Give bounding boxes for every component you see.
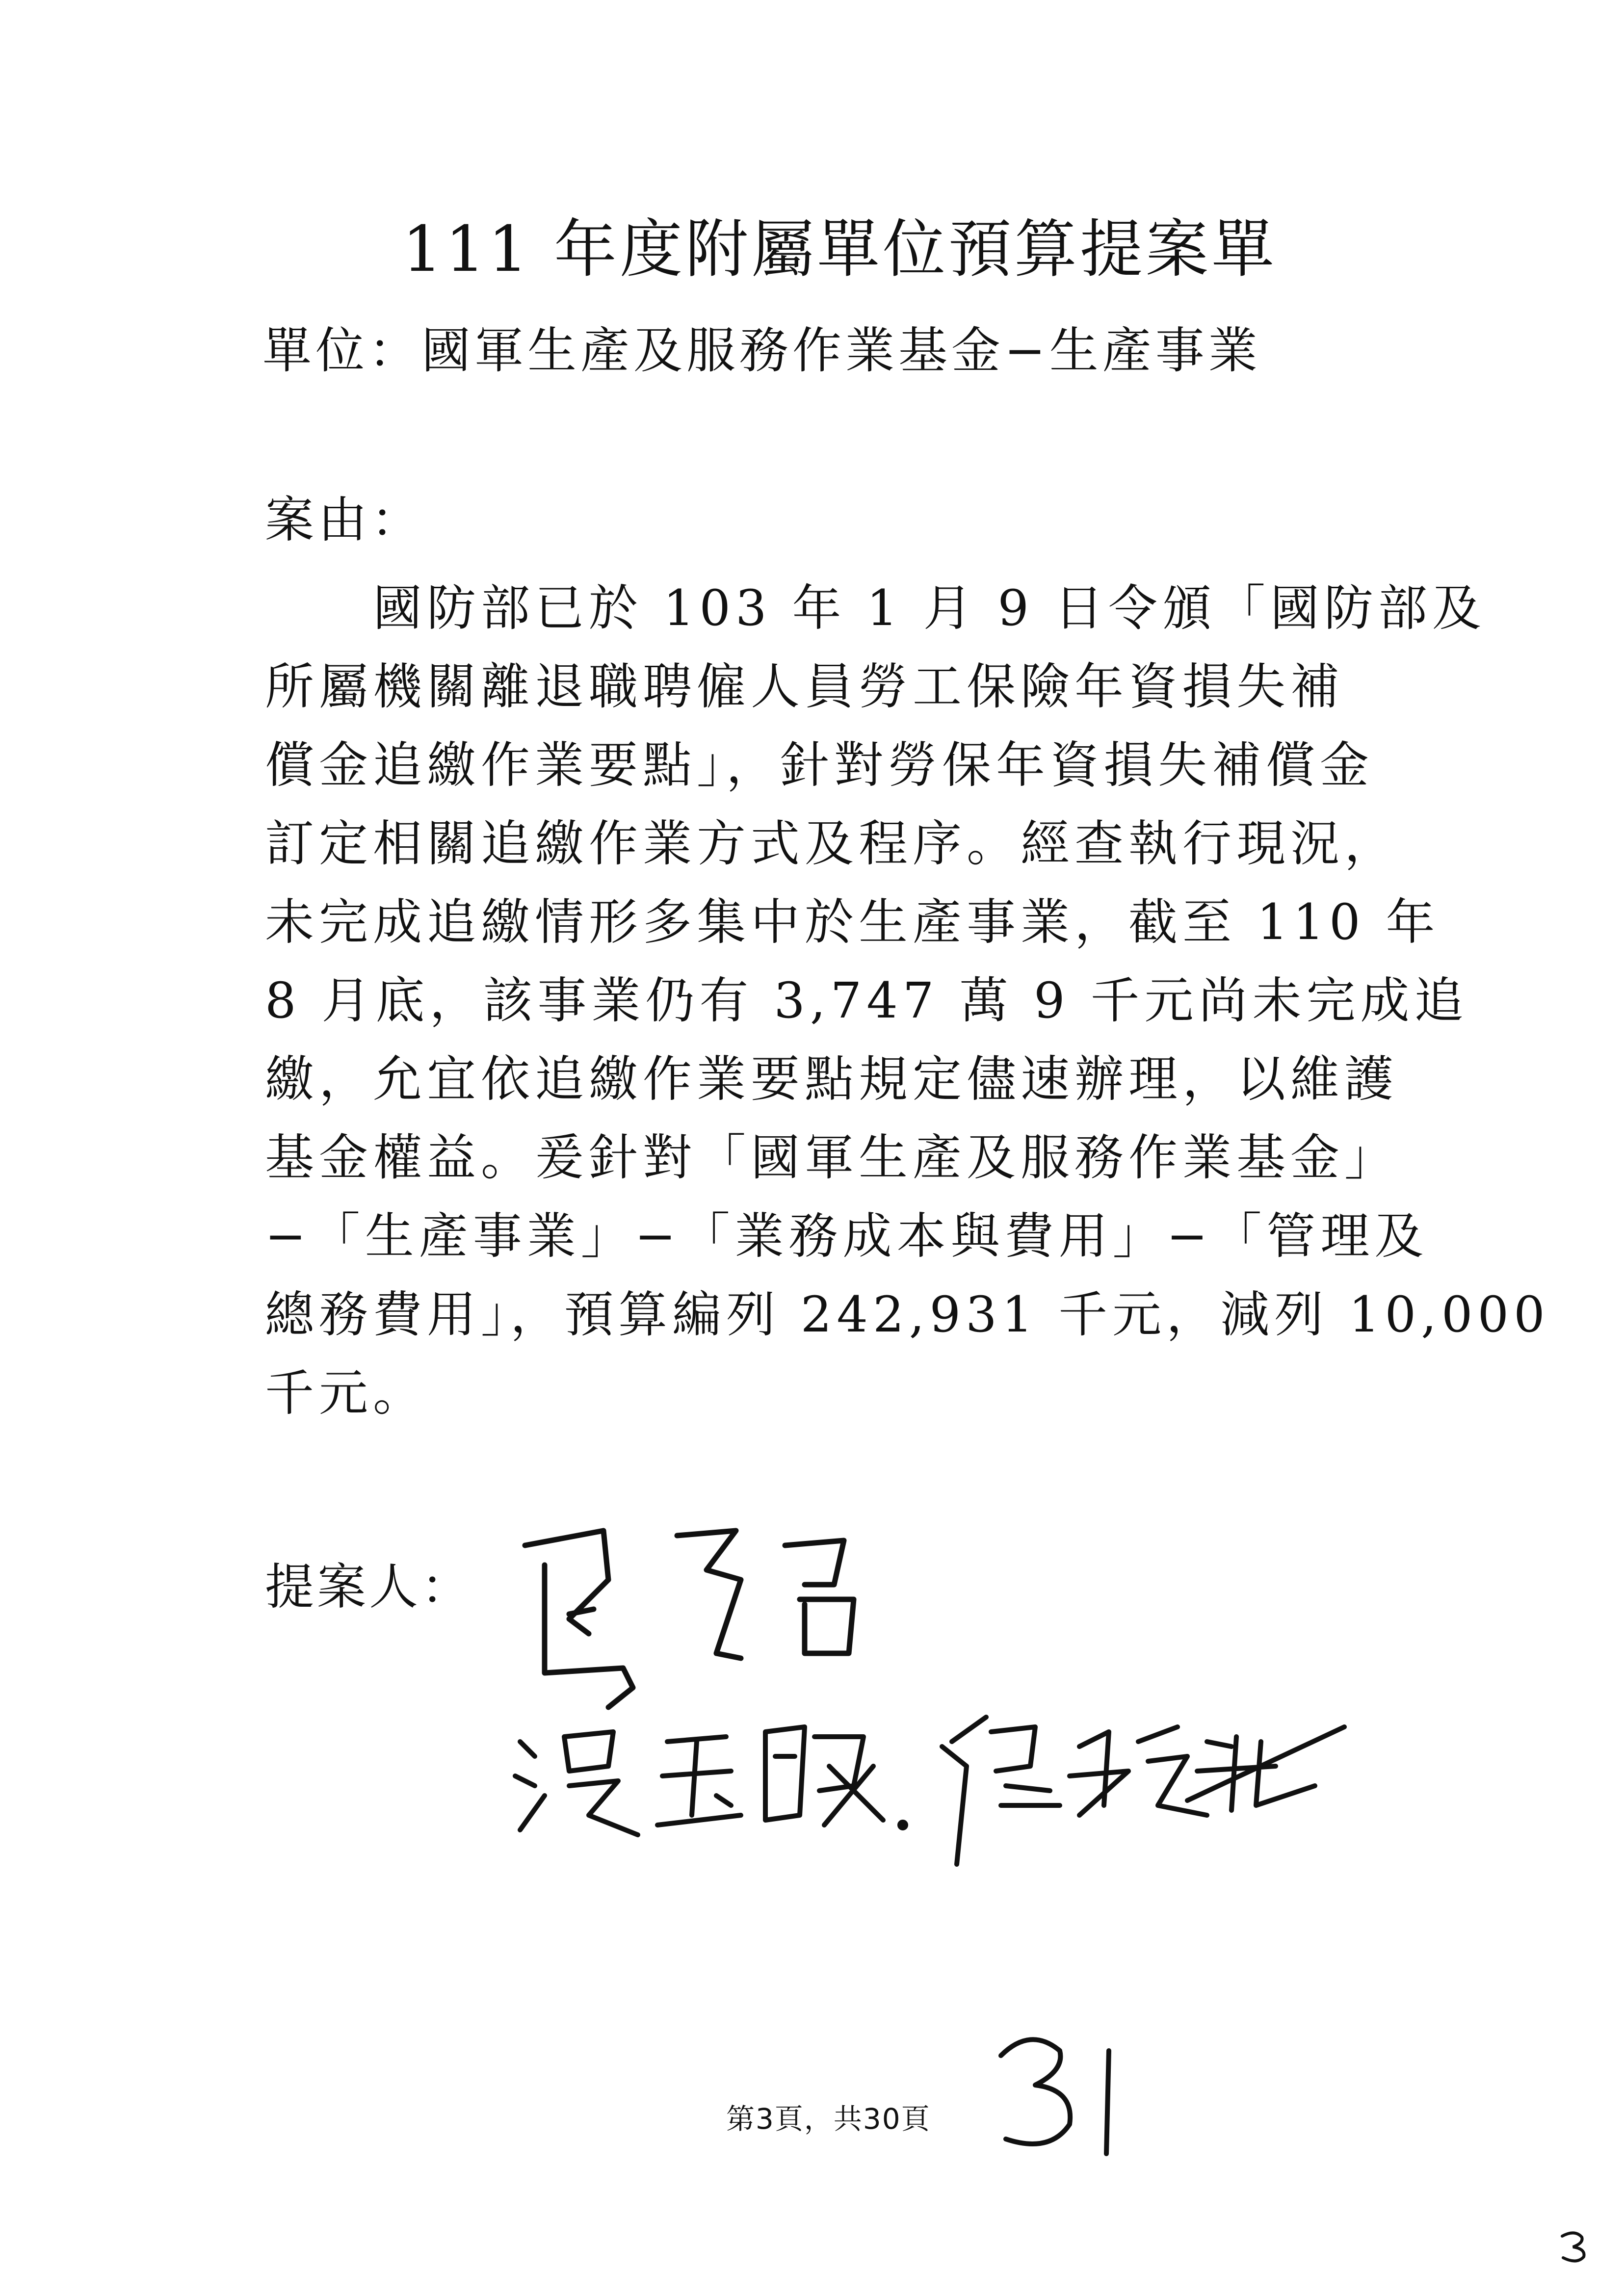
reason-body [265, 569, 1550, 1433]
reason-line: 千元。 [265, 1364, 427, 1422]
reason-line: 償金追繳作業要點」，針對勞保年資損失補償金 [265, 736, 1374, 794]
signature-3 [942, 1717, 1344, 1864]
unit-line: 單位：國軍生產及服務作業基金−生產事業 [262, 322, 1261, 379]
signatures [510, 1511, 1369, 1894]
handwritten-page-number [986, 2021, 1148, 2168]
reason-label: 案由： [265, 491, 424, 548]
reason-line: 未完成追繳情形多集中於生產事業，截至 110 年 [265, 893, 1440, 951]
proposer-label: 提案人： [265, 1558, 473, 1616]
reason-line: 國防部已於 103 年 1 月 9 日令頒「國防部及 [265, 579, 1486, 637]
reason-line: 總務費用」，預算編列 242,931 千元，減列 10,000 [265, 1286, 1550, 1343]
reason-line: 所屬機關離退職聘僱人員勞工保險年資損失補 [265, 658, 1344, 715]
reason-line: 基金權益。爰針對「國軍生產及服務作業基金」 [265, 1129, 1398, 1186]
page-title: 111 年度附屬單位預算提案單 [402, 213, 1278, 286]
reason-line: −「生產事業」−「業務成本與費用」−「管理及 [265, 1207, 1429, 1265]
page-footer: 第3頁，共30頁 [726, 2102, 931, 2136]
signature-2 [515, 1727, 906, 1835]
reason-line: 訂定相關追繳作業方式及程序。經查執行現況， [265, 815, 1398, 872]
reason-line: 繳，允宜依追繳作業要點規定儘速辦理，以維護 [265, 1050, 1398, 1108]
corner-mark [1555, 2227, 1595, 2267]
signature-1 [525, 1531, 854, 1707]
reason-line: 8 月底，該事業仍有 3,747 萬 9 千元尚未完成追 [265, 972, 1468, 1029]
